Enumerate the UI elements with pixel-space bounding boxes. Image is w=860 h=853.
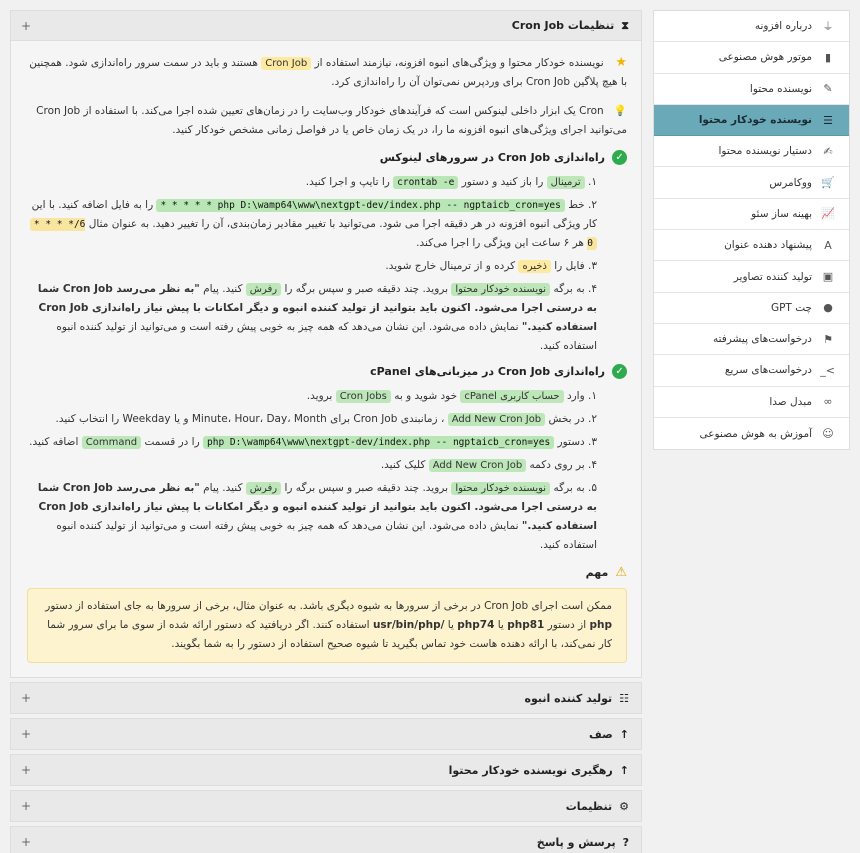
sidebar-item-label: تولید کننده تصاویر xyxy=(733,270,812,283)
important-heading-text: مهم xyxy=(585,566,609,579)
bulk-generator-panel xyxy=(10,682,642,714)
cpanel-command-code: php D:\wamp64\www\nextgpt-dev/index.php -- ngptaicb_cron=yes xyxy=(203,436,554,449)
list-ol-icon: ☷ xyxy=(619,691,629,705)
list-item: ۲. خط * * * * * php D:\wamp64\www\nextgpt-dev/index.php -- ngptaicb_cron=yes را به فایل اضافه کنید. با این کار ویژگی انبوه افزونه در هر دقیقه اجرا می شود. می‌توانید با تغییر مقادیر زمان‌بندی، آن را تغییر دهید. به عنوان مثال * * * */6 0 هر ۶ ساعت این ویژگی را اجرا می‌کند. xyxy=(31,199,597,249)
expand-toggle[interactable]: + xyxy=(21,835,32,849)
list-item: ۱. ترمینال را باز کنید و دستور crontab -e را تایپ و اجرا کنید. xyxy=(305,176,597,188)
warning-icon: ⚠ xyxy=(615,565,627,580)
sidebar-item-seo[interactable] xyxy=(654,199,849,230)
cpanel-steps xyxy=(27,387,627,555)
queue-header[interactable] xyxy=(11,719,641,749)
cart-icon: 🛒 xyxy=(821,176,835,190)
auto-writer-tracking-panel xyxy=(10,754,642,786)
description-paragraph xyxy=(27,102,627,140)
cron-line-code: * * * * * php D:\wamp64\www\nextgpt-dev/index.php -- ngptaicb_cron=yes xyxy=(156,199,564,212)
intro-text-2: هستند و باید در سمت سرور راه‌اندازی شود. همچنین با هیچ پلاگین Cron Job برای وردپرس نمی‌توان آن را راه‌اندازی کرد. xyxy=(29,57,627,88)
sidebar-item-ai-engine[interactable] xyxy=(654,42,849,73)
sidebar-item-label: پیشنهاد دهنده عنوان xyxy=(724,239,812,252)
sidebar-item-label: مبدل صدا xyxy=(769,395,812,408)
sidebar-item-quick-requests[interactable] xyxy=(654,355,849,386)
sidebar-item-label: دستیار نویسنده محتوا xyxy=(718,145,812,158)
edit-icon: ✍ xyxy=(823,144,833,158)
sidebar-item-voice-converter[interactable] xyxy=(654,387,849,418)
panel-title: رهگیری نویسنده خودکار محتوا xyxy=(448,763,613,777)
linux-heading-text: راه‌اندازی Cron Job در سرورهای لینوکس xyxy=(379,151,605,164)
question-icon: ? xyxy=(622,835,629,849)
sidebar-item-image-generator[interactable] xyxy=(654,261,849,292)
sidebar-item-label: نویسنده خودکار محتوا xyxy=(698,114,812,127)
flag-icon: ⚑ xyxy=(823,332,833,346)
hourglass-icon: ⧗ xyxy=(621,18,629,32)
intro-text: نویسنده خودکار محتوا و ویژگی‌های انبوه افزونه، نیازمند استفاده از xyxy=(314,57,604,69)
sidebar-item-label: درخواست‌های پیشرفته xyxy=(712,333,812,346)
chat-icon: ● xyxy=(823,301,833,315)
plug-icon: ⏚ xyxy=(822,20,834,34)
list-item: ۳. دستور php D:\wamp64\www\nextgpt-dev/index.php -- ngptaicb_cron=yes را در قسمت Command اضافه کنید. xyxy=(29,436,597,448)
list-item: ۱. وارد حساب کاربری cPanel خود شوید و به Cron Jobs بروید. xyxy=(306,390,597,402)
linux-section-heading xyxy=(27,150,627,165)
check-circle-icon: ✓ xyxy=(612,364,627,379)
list-item: ۲. در بخش Add New Cron Job ، زمانبندی Cron Job برای Minute، Hour، Day، Month و یا Weekday را انتخاب کنید. xyxy=(55,413,597,425)
sidebar-item-label: نویسنده محتوا xyxy=(749,82,812,95)
important-heading xyxy=(27,565,627,580)
cron-settings-header[interactable] xyxy=(11,11,641,41)
settings-header[interactable] xyxy=(11,791,641,821)
expand-toggle[interactable]: + xyxy=(21,727,32,741)
gear-icon: ⚙ xyxy=(619,799,629,813)
sidebar-item-title-suggester[interactable] xyxy=(654,230,849,261)
sidebar-item-content-writer[interactable] xyxy=(654,74,849,105)
description-text: Cron یک ابزار داخلی لینوکس است که فرآیندهای خودکار وب‌سایت را در زمان‌های تعیین شده اجرا می‌کند. با استفاده از Cron Job می‌توانید اجرای ویژگی‌های انبوه افزونه ما را، در یک زمان خاص یا در فواصل زمانی مشخص خودکار کنید. xyxy=(36,105,627,136)
font-icon: A xyxy=(824,238,832,252)
chip-icon: ▮ xyxy=(824,50,832,64)
sidebar-item-label: چت GPT xyxy=(770,301,812,314)
chart-icon: 📈 xyxy=(821,207,835,221)
cron-settings-body xyxy=(11,41,641,677)
sidebar-item-auto-writer[interactable] xyxy=(654,105,849,136)
list-item: ۳. فایل را ذخیره کرده و از ترمینال خارج شوید. xyxy=(385,260,597,272)
sidebar-item-writer-assistant[interactable] xyxy=(654,136,849,167)
check-circle-icon: ✓ xyxy=(612,150,627,165)
sidebar-item-label: آموزش به هوش مصنوعی xyxy=(699,427,812,440)
sidebar-item-label: درخواست‌های سریع xyxy=(724,364,812,377)
sidebar-item-label: ووکامرس xyxy=(769,176,812,189)
linux-steps xyxy=(27,173,627,356)
panel-title: تولید کننده انبوه xyxy=(524,691,613,705)
settings-panel xyxy=(10,790,642,822)
intro-paragraph xyxy=(27,53,627,92)
crontab-command: crontab -e xyxy=(393,176,458,189)
list-icon: ☰ xyxy=(823,113,833,127)
voicemail-icon: ∞ xyxy=(823,395,833,409)
cpanel-section-heading xyxy=(27,364,627,379)
panel-title: تنظیمات xyxy=(565,799,613,813)
image-icon: ▣ xyxy=(822,270,834,284)
sidebar-item-woocommerce[interactable] xyxy=(654,167,849,198)
sidebar-item-about[interactable] xyxy=(654,11,849,42)
cron-job-tag: Cron Job xyxy=(261,57,311,70)
expand-toggle[interactable]: + xyxy=(21,763,32,777)
robot-icon: ☺ xyxy=(822,427,834,440)
panel-title: پرسش و پاسخ xyxy=(536,835,616,849)
cpanel-heading-text: راه‌اندازی Cron Job در میزبانی‌های cPanel xyxy=(370,365,605,378)
expand-toggle[interactable]: + xyxy=(21,691,32,705)
main-content xyxy=(10,10,642,853)
sidebar-item-chat-gpt[interactable] xyxy=(654,293,849,324)
pencil-icon: ✎ xyxy=(823,82,833,96)
cron-settings-title: تنظیمات Cron Job xyxy=(511,19,615,32)
sidebar-item-label: بهینه ساز سئو xyxy=(751,207,812,220)
list-item: ۴. به برگه نویسنده خودکار محتوا بروید. چند دقیقه صبر و سپس برگه را رفرش کنید. پیام "به نظر می‌رسد Cron Job شما به درستی اجرا می‌شود. اکنون باید بتوانید از تولید کننده انبوه و دیگر امکانات با پیش نیاز راه‌اندازی Cron Job استفاده کنید." نمایش داده می‌شود. این نشان می‌دهد که همه چیز به خوبی پیش رفته است و می‌توانید از تولید کننده انبوه استفاده کنید. xyxy=(37,283,597,352)
cron-example-code: * * * */6 0 xyxy=(30,218,597,250)
lightbulb-icon: 💡 xyxy=(613,105,627,117)
list-item: ۵. به برگه نویسنده خودکار محتوا بروید. چند دقیقه صبر و سپس برگه را رفرش کنید. پیام "به نظر می‌رسد Cron Job شما به درستی اجرا می‌شود. اکنون باید بتوانید از تولید کننده انبوه و دیگر امکانات با پیش نیاز راه‌اندازی Cron Job استفاده کنید." نمایش داده می‌شود. این نشان می‌دهد که همه چیز به خوبی پیش رفته است و می‌توانید از تولید کننده انبوه استفاده کنید. xyxy=(37,482,597,551)
faq-header[interactable] xyxy=(11,827,641,853)
list-item: ۴. بر روی دکمه Add New Cron Job کلیک کنید. xyxy=(380,459,597,471)
auto-writer-tracking-header[interactable] xyxy=(11,755,641,785)
star-icon: ★ xyxy=(615,55,627,70)
queue-panel xyxy=(10,718,642,750)
cron-settings-panel xyxy=(10,10,642,678)
panel-title xyxy=(512,19,629,33)
faq-panel xyxy=(10,826,642,853)
terminal-icon: >_ xyxy=(820,363,835,377)
panel-title: صف xyxy=(589,727,613,741)
bulk-generator-header[interactable] xyxy=(11,683,641,713)
sidebar-item-label: موتور هوش مصنوعی xyxy=(718,51,812,64)
important-notice: ممکن است اجرای Cron Job در برخی از سرورها به شیوه دیگری باشد. به عنوان مثال، برخی از سرورها به جای استفاده از دستور php از دستور php81 یا php74 یا /usr/bin/php استفاده کنند. اگر دریافتید که دستور ارائه شده از سوی ما برای سرور شما کار نمی‌کند، با ارائه دهنده هاست خود تماس بگیرید تا شیوه صحیح استفاده از دستور را به شما بگویند. xyxy=(27,588,627,663)
arrow-up-icon: ↑ xyxy=(619,763,629,777)
arrow-up-icon: ↑ xyxy=(619,727,629,741)
sidebar-item-advanced-requests[interactable] xyxy=(654,324,849,355)
settings-sidebar xyxy=(653,10,850,450)
sidebar-item-ai-training[interactable] xyxy=(654,418,849,449)
expand-toggle[interactable]: + xyxy=(21,799,32,813)
sidebar-item-label: درباره افزونه xyxy=(754,20,812,33)
expand-toggle[interactable]: + xyxy=(21,18,32,33)
